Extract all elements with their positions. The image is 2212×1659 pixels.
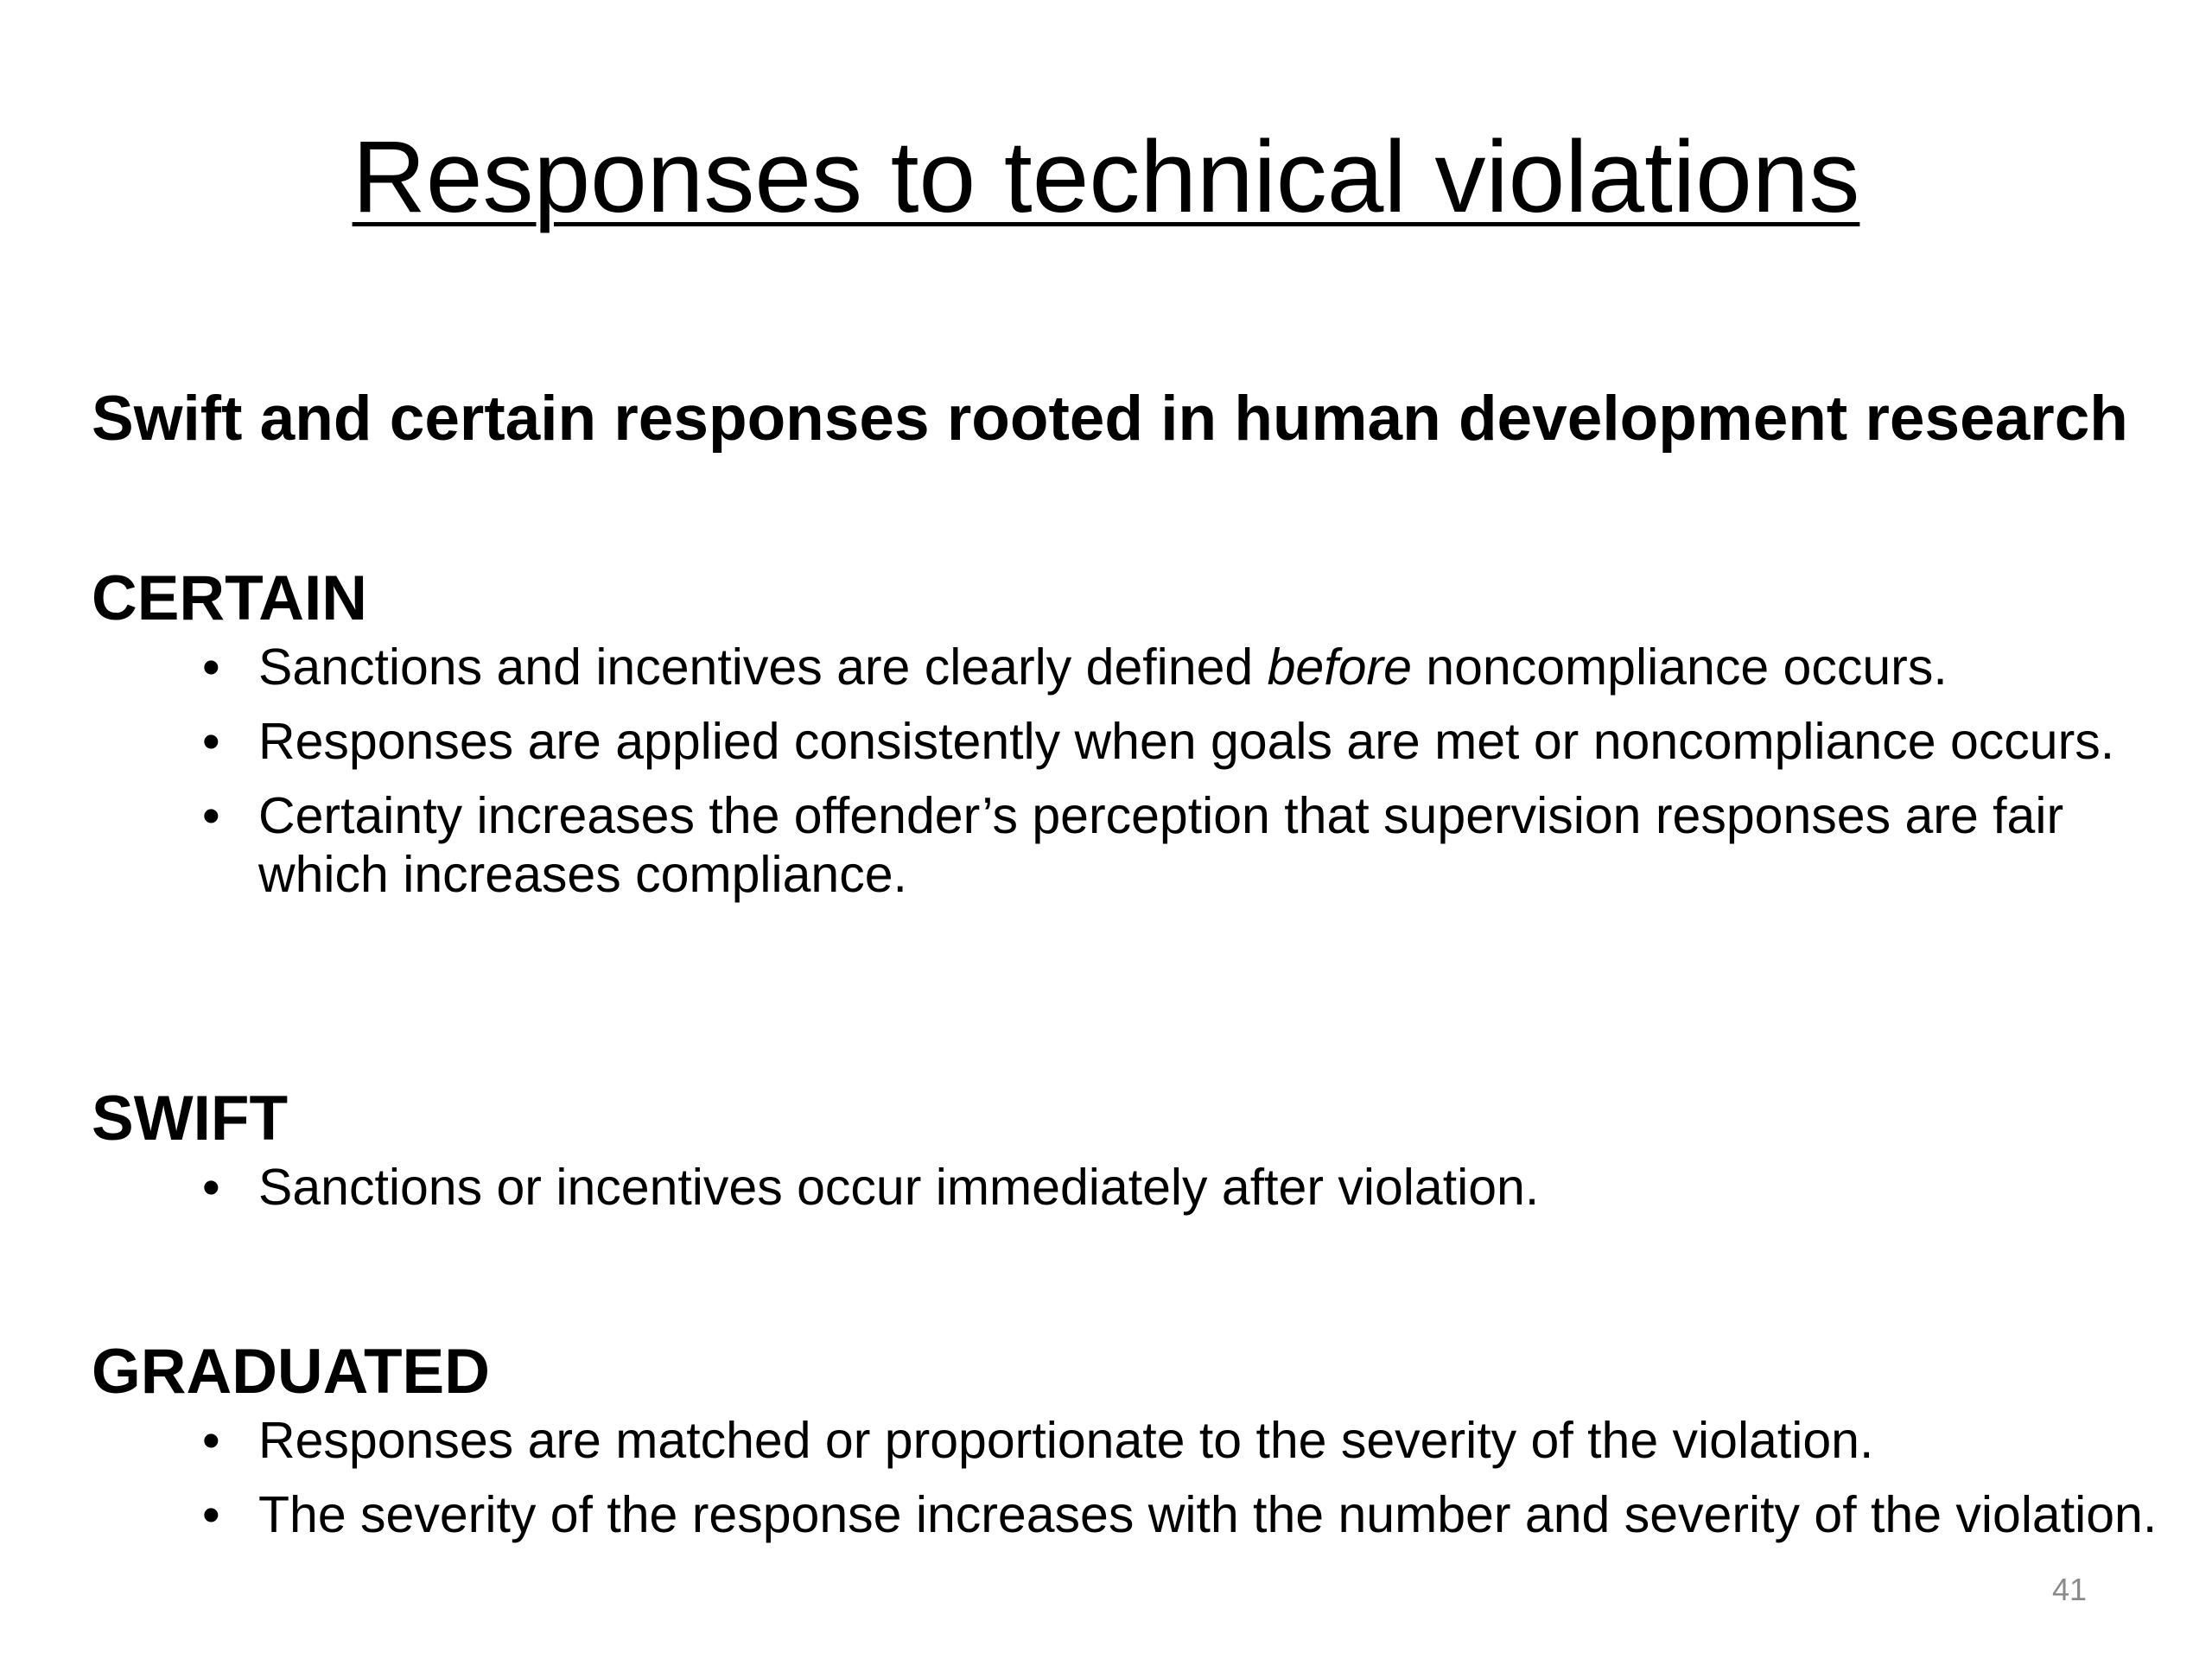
bullet-text: Responses are matched or proportionate to the severity of the violation. [258, 1412, 1874, 1469]
slide-title [0, 117, 2212, 238]
bullet-item [92, 1411, 2165, 1470]
bullet-item [92, 786, 2165, 904]
bullet-text-part: Sanctions and incentives are clearly defined [258, 639, 1268, 696]
slide-title-text: Responses to technical violations [352, 120, 1860, 234]
bullet-dot-icon: • [202, 1159, 220, 1216]
slide-subtitle: Swift and certain responses rooted in human development research [92, 384, 2128, 454]
bullet-text: Certainty increases the offender’s perception that supervision responses are fair which increases compliance. [258, 787, 2064, 903]
section-heading-graduated: GRADUATED [92, 1337, 490, 1407]
bullet-text: Responses are applied consistently when goals are met or noncompliance occurs. [258, 713, 2115, 770]
bullet-dot-icon: • [202, 787, 220, 844]
bullet-text: The severity of the response increases with the number and severity of the violation. [258, 1486, 2158, 1543]
section-certain [92, 560, 2165, 919]
bullet-list-certain [92, 638, 2165, 904]
bullet-dot-icon: • [202, 639, 220, 696]
bullet-list-graduated [92, 1411, 2165, 1544]
section-heading-swift: SWIFT [92, 1084, 289, 1154]
bullet-dot-icon: • [202, 1486, 220, 1543]
bullet-item [92, 712, 2165, 771]
bullet-dot-icon: • [202, 713, 220, 770]
bullet-item [92, 638, 2165, 696]
section-swift [92, 1080, 2165, 1232]
bullet-text: Sanctions or incentives occur immediately after violation. [258, 1159, 1540, 1216]
bullet-text-part: noncompliance occurs. [1411, 639, 1948, 696]
section-graduated [92, 1333, 2165, 1560]
bullet-emphasis: before [1267, 639, 1412, 696]
bullet-list-swift [92, 1158, 2165, 1217]
bullet-item [92, 1158, 2165, 1217]
section-heading-certain: CERTAIN [92, 563, 368, 633]
bullet-item [92, 1485, 2165, 1544]
bullet-dot-icon: • [202, 1412, 220, 1469]
page-number: 41 [2051, 1572, 2087, 1607]
